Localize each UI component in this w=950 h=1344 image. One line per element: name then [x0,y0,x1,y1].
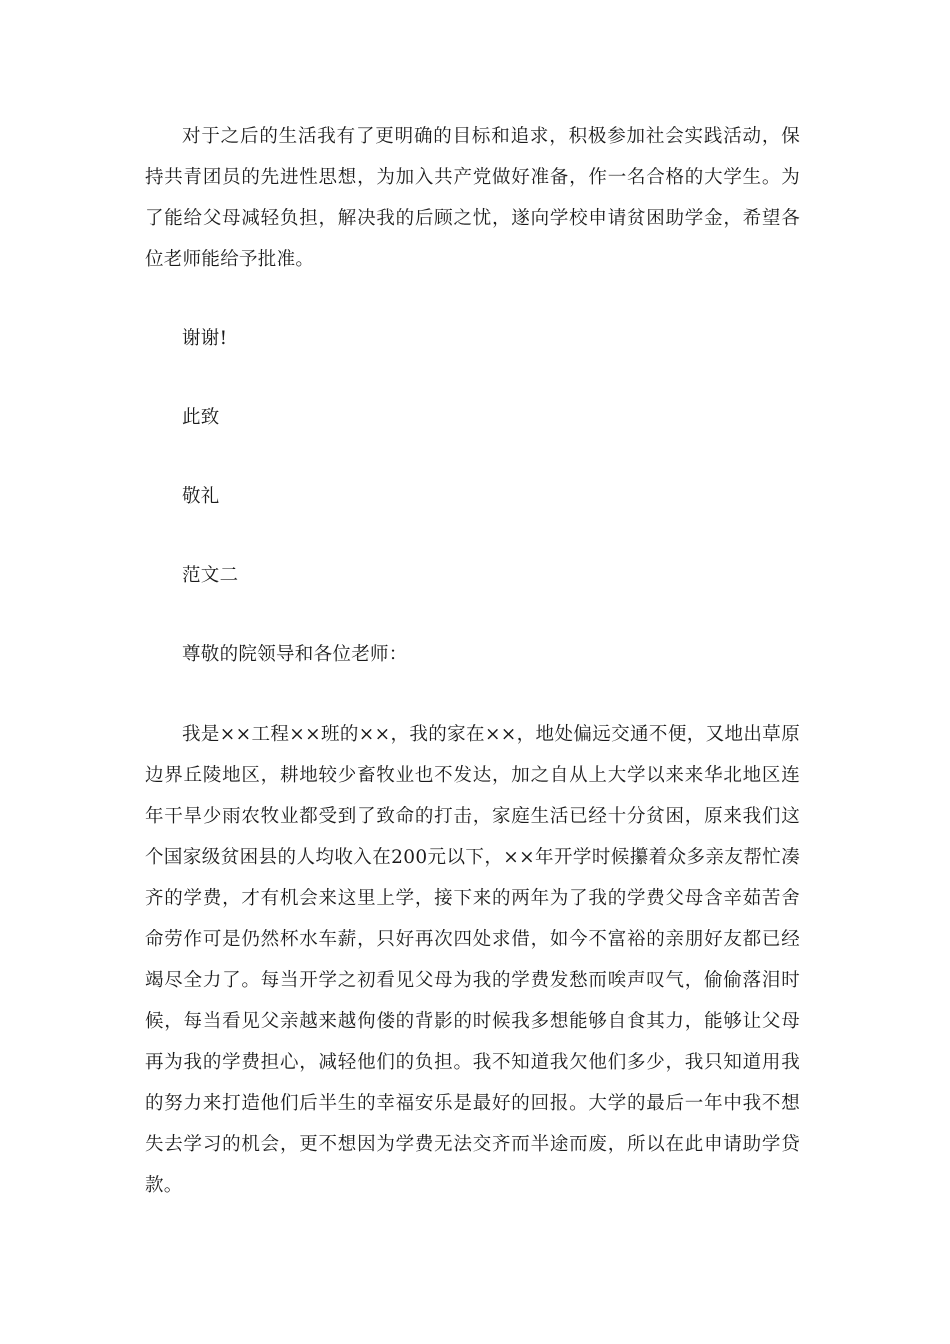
paragraph-intro: 对于之后的生活我有了更明确的目标和追求，积极参加社会实践活动，保持共青团员的先进性思想，为加入共产党做好准备，作一名合格的大学生。为了能给父母减轻负担，解决我的后顾之忧，遂向学校申请贫困助学金，希望各位老师能给予批准。 [145,126,800,270]
section-heading: 范文二 [182,565,239,586]
paragraph-thanks: 谢谢! [182,328,228,349]
paragraph-closing-salutation: 此致 [182,407,220,428]
paragraph-regards: 敬礼 [182,486,220,507]
paragraph-body: 我是××工程××班的××，我的家在××，地处偏远交通不便，又地出草原边界丘陵地区，耕地较少畜牧业也不发达，加之自从上大学以来来华北地区连年干旱少雨农牧业都受到了致命的打击，家庭生活已经十分贫困，原来我们这个国家级贫困县的人均收入在200元以下，××年开学时候攥着众多亲友帮忙凑齐的学费，才有机会来这里上学，接下来的两年为了我的学费父母含辛茹苦舍命劳作可是仍然杯水车薪，只好再次四处求借，如今不富裕的亲朋好友都已经竭尽全力了。每当开学之初看见父母为我的学费发愁而唉声叹气，偷偷落泪时候，每当看见父亲越来越佝偻的背影的时候我多想能够自食其力，能够让父母再为我的学费担心，减轻他们的负担。我不知道我欠他们多少，我只知道用我的努力来打造他们后半生的幸福安乐是最好的回报。大学的最后一年中我不想失去学习的机会，更不想因为学费无法交齐而半途而废，所以在此申请助学贷款。 [145,724,800,1196]
paragraph-greeting: 尊敬的院领导和各位老师： [182,644,408,665]
document-body [145,116,800,1206]
